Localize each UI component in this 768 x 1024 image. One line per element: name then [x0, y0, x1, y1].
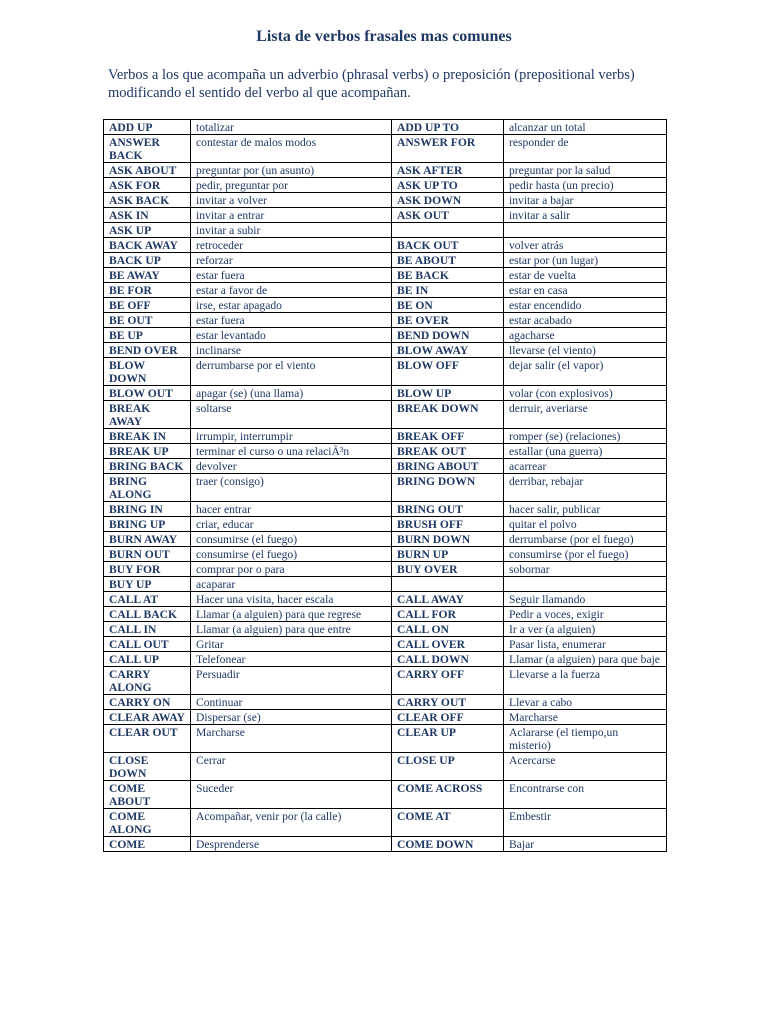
- meaning-cell: traer (consigo): [191, 474, 392, 502]
- meaning-cell: Bajar: [504, 837, 667, 852]
- verb-cell: BE ON: [392, 298, 504, 313]
- verb-cell: CALL ON: [392, 622, 504, 637]
- meaning-cell: Dispersar (se): [191, 710, 392, 725]
- meaning-cell: Suceder: [191, 781, 392, 809]
- meaning-cell: irrumpir, interrumpir: [191, 429, 392, 444]
- meaning-cell: estar de vuelta: [504, 268, 667, 283]
- table-row: [104, 444, 667, 459]
- meaning-cell: romper (se) (relaciones): [504, 429, 667, 444]
- verb-cell: BE OFF: [104, 298, 191, 313]
- meaning-cell: Aclararse (el tiempo,un misterio): [504, 725, 667, 753]
- meaning-cell: comprar por o para: [191, 562, 392, 577]
- meaning-cell: retroceder: [191, 238, 392, 253]
- table-row: [104, 328, 667, 343]
- meaning-cell: responder de: [504, 135, 667, 163]
- verb-cell: ASK BACK: [104, 193, 191, 208]
- meaning-cell: estar a favor de: [191, 283, 392, 298]
- meaning-cell: totalizar: [191, 120, 392, 135]
- meaning-cell: agacharse: [504, 328, 667, 343]
- meaning-cell: Encontrarse con: [504, 781, 667, 809]
- verb-cell: CLEAR UP: [392, 725, 504, 753]
- table-row: [104, 223, 667, 238]
- verb-cell: ASK DOWN: [392, 193, 504, 208]
- meaning-cell: estar encendido: [504, 298, 667, 313]
- meaning-cell: Persuadir: [191, 667, 392, 695]
- verb-cell: BRING BACK: [104, 459, 191, 474]
- verb-cell: BEND DOWN: [392, 328, 504, 343]
- table-row: [104, 502, 667, 517]
- meaning-cell: preguntar por la salud: [504, 163, 667, 178]
- meaning-cell: Gritar: [191, 637, 392, 652]
- meaning-cell: irse, estar apagado: [191, 298, 392, 313]
- meaning-cell: [504, 577, 667, 592]
- verb-cell: BE BACK: [392, 268, 504, 283]
- meaning-cell: Hacer una visita, hacer escala: [191, 592, 392, 607]
- meaning-cell: Telefonear: [191, 652, 392, 667]
- table-row: [104, 622, 667, 637]
- meaning-cell: criar, educar: [191, 517, 392, 532]
- verb-cell: BUY FOR: [104, 562, 191, 577]
- meaning-cell: Marcharse: [504, 710, 667, 725]
- verb-cell: BUY UP: [104, 577, 191, 592]
- verb-cell: BURN DOWN: [392, 532, 504, 547]
- meaning-cell: invitar a subir: [191, 223, 392, 238]
- table-row: [104, 781, 667, 809]
- meaning-cell: Pedir a voces, exigir: [504, 607, 667, 622]
- verb-cell: COME ABOUT: [104, 781, 191, 809]
- table-row: [104, 667, 667, 695]
- verb-cell: BEND OVER: [104, 343, 191, 358]
- verb-cell: BREAK UP: [104, 444, 191, 459]
- table-row: [104, 652, 667, 667]
- table-row: [104, 592, 667, 607]
- meaning-cell: apagar (se) (una llama): [191, 386, 392, 401]
- meaning-cell: estar acabado: [504, 313, 667, 328]
- table-row: [104, 607, 667, 622]
- table-row: [104, 120, 667, 135]
- verb-cell: BE FOR: [104, 283, 191, 298]
- meaning-cell: consumirse (por el fuego): [504, 547, 667, 562]
- verb-cell: BE ABOUT: [392, 253, 504, 268]
- verb-cell: ASK UP: [104, 223, 191, 238]
- verb-cell: BRING UP: [104, 517, 191, 532]
- meaning-cell: devolver: [191, 459, 392, 474]
- meaning-cell: Llamar (a alguien) para que regrese: [191, 607, 392, 622]
- verb-cell: BRING IN: [104, 502, 191, 517]
- verb-cell: BE OVER: [392, 313, 504, 328]
- meaning-cell: Llevar a cabo: [504, 695, 667, 710]
- verb-cell: CALL IN: [104, 622, 191, 637]
- meaning-cell: terminar el curso o una relaciÃ³n: [191, 444, 392, 459]
- meaning-cell: estar fuera: [191, 268, 392, 283]
- meaning-cell: derrumbarse por el viento: [191, 358, 392, 386]
- table-row: [104, 283, 667, 298]
- verb-cell: BRING OUT: [392, 502, 504, 517]
- table-row: [104, 837, 667, 852]
- table-row: [104, 135, 667, 163]
- table-row: [104, 577, 667, 592]
- meaning-cell: hacer salir, publicar: [504, 502, 667, 517]
- table-row: [104, 178, 667, 193]
- table-row: [104, 343, 667, 358]
- meaning-cell: Acercarse: [504, 753, 667, 781]
- table-row: [104, 163, 667, 178]
- verb-cell: BREAK OFF: [392, 429, 504, 444]
- table-row: [104, 517, 667, 532]
- meaning-cell: volar (con explosivos): [504, 386, 667, 401]
- meaning-cell: acarrear: [504, 459, 667, 474]
- meaning-cell: [504, 223, 667, 238]
- meaning-cell: quitar el polvo: [504, 517, 667, 532]
- verb-cell: BUY OVER: [392, 562, 504, 577]
- verb-cell: CALL OVER: [392, 637, 504, 652]
- table-row: [104, 313, 667, 328]
- meaning-cell: llevarse (el viento): [504, 343, 667, 358]
- table-row: [104, 429, 667, 444]
- verb-cell: BRUSH OFF: [392, 517, 504, 532]
- meaning-cell: consumirse (el fuego): [191, 532, 392, 547]
- verb-cell: BLOW DOWN: [104, 358, 191, 386]
- verb-cell: CLEAR AWAY: [104, 710, 191, 725]
- meaning-cell: Llamar (a alguien) para que entre: [191, 622, 392, 637]
- meaning-cell: derribar, rebajar: [504, 474, 667, 502]
- meaning-cell: derrumbarse (por el fuego): [504, 532, 667, 547]
- verb-cell: BE IN: [392, 283, 504, 298]
- verb-cell: BLOW AWAY: [392, 343, 504, 358]
- table-row: [104, 193, 667, 208]
- verb-cell: BLOW UP: [392, 386, 504, 401]
- meaning-cell: Llevarse a la fuerza: [504, 667, 667, 695]
- meaning-cell: invitar a salir: [504, 208, 667, 223]
- meaning-cell: acaparar: [191, 577, 392, 592]
- table-row: [104, 725, 667, 753]
- meaning-cell: Desprenderse: [191, 837, 392, 852]
- verb-cell: ASK OUT: [392, 208, 504, 223]
- meaning-cell: reforzar: [191, 253, 392, 268]
- verb-cell: CALL UP: [104, 652, 191, 667]
- table-row: [104, 208, 667, 223]
- verb-cell: CARRY ON: [104, 695, 191, 710]
- table-row: [104, 532, 667, 547]
- verb-cell: BE UP: [104, 328, 191, 343]
- table-row: [104, 695, 667, 710]
- table-row: [104, 637, 667, 652]
- meaning-cell: Llamar (a alguien) para que baje: [504, 652, 667, 667]
- verb-cell: BURN OUT: [104, 547, 191, 562]
- verb-cell: COME ACROSS: [392, 781, 504, 809]
- meaning-cell: Marcharse: [191, 725, 392, 753]
- table-row: [104, 809, 667, 837]
- verb-cell: ADD UP: [104, 120, 191, 135]
- meaning-cell: alcanzar un total: [504, 120, 667, 135]
- meaning-cell: contestar de malos modos: [191, 135, 392, 163]
- verb-cell: CALL FOR: [392, 607, 504, 622]
- verb-cell: CLOSE DOWN: [104, 753, 191, 781]
- meaning-cell: preguntar por (un asunto): [191, 163, 392, 178]
- table-row: [104, 474, 667, 502]
- verb-cell: ASK IN: [104, 208, 191, 223]
- verb-cell: BURN UP: [392, 547, 504, 562]
- verb-cell: [392, 577, 504, 592]
- table-row: [104, 459, 667, 474]
- intro-paragraph: Verbos a los que acompaña un adverbio (phrasal verbs) o preposición (prepositional verbs) modificando el sentido del verbo al que acompañan.: [108, 67, 635, 101]
- table-row: [104, 298, 667, 313]
- verb-cell: ASK FOR: [104, 178, 191, 193]
- verb-cell: BRING ALONG: [104, 474, 191, 502]
- table-row: [104, 238, 667, 253]
- verb-cell: ANSWER FOR: [392, 135, 504, 163]
- verb-cell: BACK UP: [104, 253, 191, 268]
- verb-cell: BE AWAY: [104, 268, 191, 283]
- verb-cell: BREAK IN: [104, 429, 191, 444]
- verb-cell: ASK AFTER: [392, 163, 504, 178]
- verb-cell: [392, 223, 504, 238]
- meaning-cell: estar por (un lugar): [504, 253, 667, 268]
- meaning-cell: sobornar: [504, 562, 667, 577]
- meaning-cell: Seguir llamando: [504, 592, 667, 607]
- verb-cell: BE OUT: [104, 313, 191, 328]
- verb-cell: ADD UP TO: [392, 120, 504, 135]
- meaning-cell: dejar salir (el vapor): [504, 358, 667, 386]
- table-row: [104, 562, 667, 577]
- meaning-cell: inclinarse: [191, 343, 392, 358]
- meaning-cell: Pasar lista, enumerar: [504, 637, 667, 652]
- table-row: [104, 710, 667, 725]
- table-row: [104, 253, 667, 268]
- verb-cell: CALL OUT: [104, 637, 191, 652]
- table-row: [104, 358, 667, 386]
- verb-cell: CLEAR OUT: [104, 725, 191, 753]
- verb-cell: BREAK AWAY: [104, 401, 191, 429]
- table-row: [104, 268, 667, 283]
- meaning-cell: Cerrar: [191, 753, 392, 781]
- verb-cell: COME: [104, 837, 191, 852]
- phrasal-verbs-table: [103, 119, 667, 852]
- table-row: [104, 386, 667, 401]
- verb-cell: BLOW OFF: [392, 358, 504, 386]
- verb-cell: CLEAR OFF: [392, 710, 504, 725]
- table-row: [104, 753, 667, 781]
- verb-cell: CALL BACK: [104, 607, 191, 622]
- verb-cell: BACK AWAY: [104, 238, 191, 253]
- meaning-cell: Embestir: [504, 809, 667, 837]
- verb-cell: COME ALONG: [104, 809, 191, 837]
- verb-cell: COME AT: [392, 809, 504, 837]
- table-row: [104, 401, 667, 429]
- verb-cell: BRING DOWN: [392, 474, 504, 502]
- verb-cell: BACK OUT: [392, 238, 504, 253]
- meaning-cell: hacer entrar: [191, 502, 392, 517]
- meaning-cell: derruir, averiarse: [504, 401, 667, 429]
- meaning-cell: estar fuera: [191, 313, 392, 328]
- verb-cell: CALL AWAY: [392, 592, 504, 607]
- verb-cell: CARRY OUT: [392, 695, 504, 710]
- verb-cell: ANSWER BACK: [104, 135, 191, 163]
- meaning-cell: invitar a volver: [191, 193, 392, 208]
- meaning-cell: Ir a ver (a alguien): [504, 622, 667, 637]
- verb-cell: CLOSE UP: [392, 753, 504, 781]
- table-row: [104, 547, 667, 562]
- meaning-cell: Continuar: [191, 695, 392, 710]
- verb-cell: CALL DOWN: [392, 652, 504, 667]
- verb-cell: BREAK OUT: [392, 444, 504, 459]
- meaning-cell: estar levantado: [191, 328, 392, 343]
- meaning-cell: invitar a entrar: [191, 208, 392, 223]
- verb-cell: CALL AT: [104, 592, 191, 607]
- verb-cell: BREAK DOWN: [392, 401, 504, 429]
- verb-cell: CARRY ALONG: [104, 667, 191, 695]
- meaning-cell: Acompañar, venir por (la calle): [191, 809, 392, 837]
- meaning-cell: consumirse (el fuego): [191, 547, 392, 562]
- verb-cell: COME DOWN: [392, 837, 504, 852]
- meaning-cell: soltarse: [191, 401, 392, 429]
- meaning-cell: estar en casa: [504, 283, 667, 298]
- meaning-cell: estallar (una guerra): [504, 444, 667, 459]
- verb-cell: BURN AWAY: [104, 532, 191, 547]
- page-title: Lista de verbos frasales mas comunes: [256, 28, 512, 45]
- meaning-cell: pedir, preguntar por: [191, 178, 392, 193]
- verb-cell: ASK UP TO: [392, 178, 504, 193]
- verb-cell: ASK ABOUT: [104, 163, 191, 178]
- meaning-cell: volver atrás: [504, 238, 667, 253]
- meaning-cell: invitar a bajar: [504, 193, 667, 208]
- verb-cell: BRING ABOUT: [392, 459, 504, 474]
- meaning-cell: pedir hasta (un precio): [504, 178, 667, 193]
- verb-cell: BLOW OUT: [104, 386, 191, 401]
- verb-cell: CARRY OFF: [392, 667, 504, 695]
